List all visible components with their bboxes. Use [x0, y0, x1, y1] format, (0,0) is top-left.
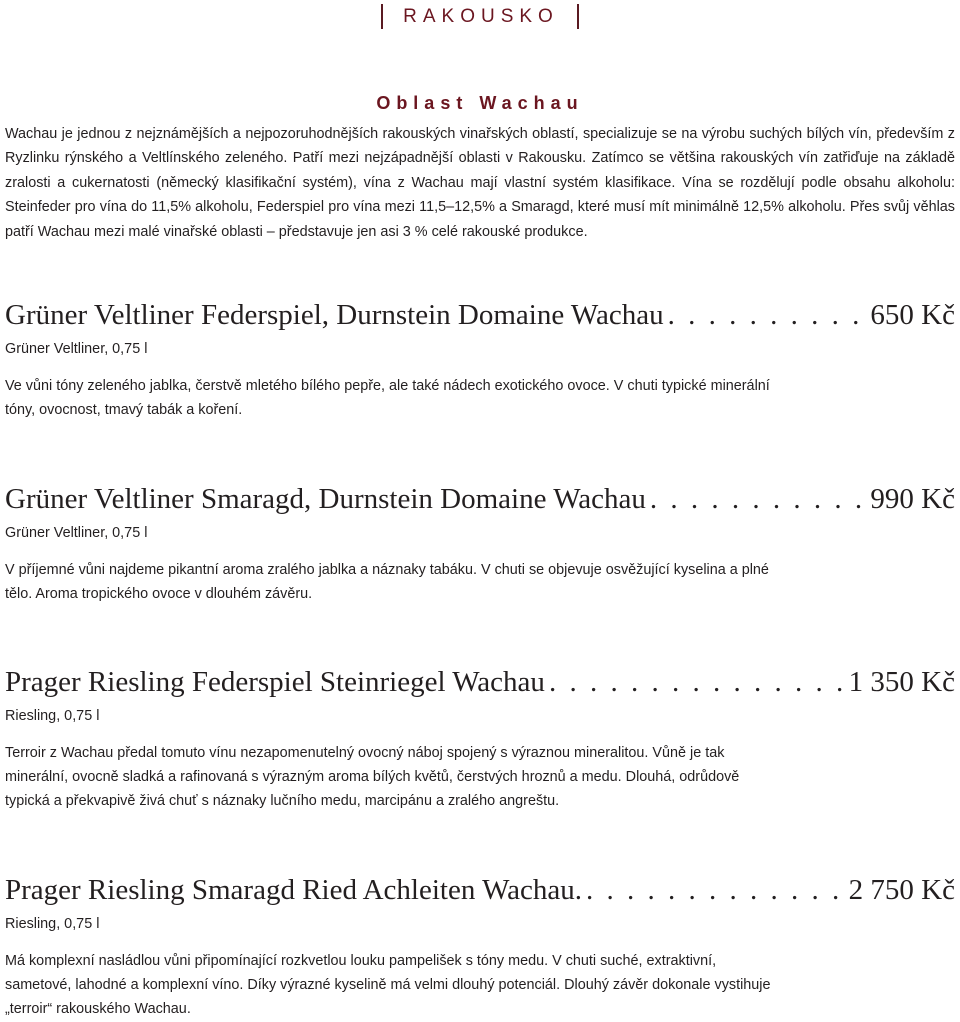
- wine-description: V příjemné vůni najdeme pikantní aroma zralého jablka a náznaky tabáku. V chuti se objevuje osvěžující kyselina a plné tělo. Aroma tropického ovoce v dlouhém závěru.: [5, 562, 769, 602]
- wine-description: Terroir z Wachau předal tomuto vínu nezapomenutelný ovocný náboj spojený s výraznou mineralitou. Vůně je tak minerální, ovocně sladká a rafinovaná s výrazným aroma bílých květů, čerstvých hroznů a medu. Dlouhá, odrůdově typická a překvapivě živá chuť s náznaky lučního medu, marcipánu a zralého angreštu.: [5, 745, 740, 809]
- wine-variety: Grüner Veltliner, 0,75 l: [5, 341, 148, 357]
- wine-price: 990 Kč: [870, 483, 955, 515]
- wine-name: Prager Riesling Smaragd Ried Achleiten Wachau.: [5, 874, 582, 906]
- region-description: Wachau je jednou z nejznámějších a nejpozoruhodnějších rakouských vinařských oblastí, specializuje se na výrobu suchých bílých vín, především z Ryzlinku rýnského a Veltlínského zeleného. Patří mezi nejzápadnější oblasti v Rakousku. Zatímco se většina rakouských vín zatřiďuje na základě zralosti a cukernatosti (německý klasifikační systém), vína z Wachau mají vlastní systém klasifikace. Vína se rozdělují podle obsahu alkoholu: Steinfeder pro vína do 11,5% alkoholu, Federspiel pro vína mezi 11,5–12,5% a Smaragd, které musí mít minimálně 12,5% alkoholu. Přes svůj věhlas patří Wachau mezi malé vinařské oblasti – představuje jen asi 3 % celé rakouské produkce.: [5, 126, 955, 240]
- wine-variety: Riesling, 0,75 l: [5, 916, 100, 932]
- wine-name: Prager Riesling Federspiel Steinriegel Wachau: [5, 666, 545, 698]
- wine-name: Grüner Veltliner Federspiel, Durnstein Domaine Wachau: [5, 299, 664, 331]
- wine-price: 2 750 Kč: [848, 874, 955, 906]
- wine-variety: Grüner Veltliner, 0,75 l: [5, 525, 148, 541]
- wine-title-row: [5, 295, 955, 335]
- wine-item: [5, 662, 955, 813]
- country-header: [0, 4, 960, 29]
- wine-name: Grüner Veltliner Smaragd, Durnstein Domaine Wachau: [5, 483, 646, 515]
- wine-price: 650 Kč: [870, 299, 955, 331]
- country-title: RAKOUSKO: [381, 4, 579, 29]
- wine-variety: Riesling, 0,75 l: [5, 708, 100, 724]
- dot-leader: [650, 479, 867, 519]
- dot-leader: [668, 295, 867, 335]
- wine-price: 1 350 Kč: [848, 666, 955, 698]
- dot-leader: [549, 662, 845, 702]
- wine-title-row: [5, 662, 955, 702]
- wine-item: [5, 479, 955, 606]
- wine-description: Ve vůni tóny zeleného jablka, čerstvě mletého bílého pepře, ale také nádech exotického ovoce. V chuti typické minerální tóny, ovocnost, tmavý tabák a koření.: [5, 378, 770, 418]
- dot-leader: [586, 870, 845, 910]
- wine-item: [5, 870, 955, 1021]
- wine-description: Má komplexní nasládlou vůni připomínající rozkvetlou louku pampelišek s tóny medu. V chuti suché, extraktivní, sametové, lahodné a komplexní víno. Díky výrazné kyselině má velmi dlouhý potenciál. Dlouhý závěr dokonale vystihuje „terroir“ rakouského Wachau.: [5, 953, 771, 1017]
- region-title: Oblast Wachau: [376, 93, 584, 113]
- wine-title-row: [5, 479, 955, 519]
- wine-title-row: [5, 870, 955, 910]
- wine-item: [5, 295, 955, 422]
